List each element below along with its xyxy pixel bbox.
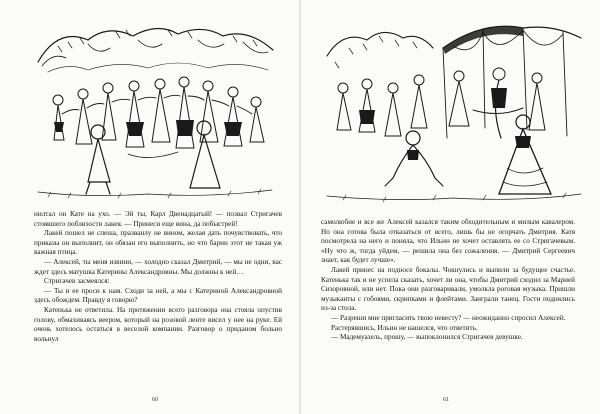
paragraph: — Мадемуазель, прошу, — выпоклонился Стригачев девушке. [331,333,523,342]
paragraph: самолюбие и все же Алексей казался таким обходительным и милым кавалером. Но она готова была отказаться от всего, лишь бы не огорчать Дмитрия. Катя посмотрела на него и поняла, что Ильин не хочет оставлять ее со Стригачевым. «Ну что ж, тогда уйдем, — решила она без сожаления. — Дмитрий Сергеевич знает, как будет лучше». [321,218,575,265]
paragraph: Растерявшись, Ильин не нашелся, что ответить. [331,323,478,332]
paragraph: Стригачев засмеялся: [44,277,110,286]
right-page-text [321,218,575,343]
page-number: 60 [152,397,158,403]
paragraph: Лакей принес на подносе бокалы. Чокнулись и выпили за будущее счастье. Катенька так и не успела сказать, хочет ли она, чтобы Дмитрий сходил за Марией Сизоровной, или нет. Пока они разговаривали, умолкла роговая музыка. Пришли музыканты с гобоями, скрипками и флейтами. Заиграли танец. Гости поднялись из-за стола. [321,265,575,313]
left-page [0,0,299,414]
page-number: 61 [443,397,449,403]
illustration-round-dance [28,22,282,202]
illustration-festive-tent [323,18,585,206]
paragraph: — Ты и ее проси к нам. Сходи за ней, а мы с Катериной Александровной здесь обождем. Правду я говорю? [34,286,282,305]
right-page [301,0,600,414]
paragraph: — Разреши мне пригласить твою невесту? — неожиданно спросил Алексей. [331,313,566,322]
festive-tent-drawing [323,18,585,206]
paragraph: нилтал он Кате на ухо. — Эй ты, Карл Двенадцатый! — позвал Стригачев стоявшего поблизости лакея. — Принеси еще вина, да побыстрей! [34,210,282,228]
paragraph: Лакей пошел не спеша, празванлу не вином, желая дать почувствовать, что приказы он выполнит, он обязан его выполнить, но что барин этот не такая уж важная птица. [34,229,282,257]
paragraph: Катенька не ответила. На протяжении всего разговора она стояла опустив голову, обмахиваясь веером, который на розовой ленте висел у нее на руке. Ей очень хотелось остаться в веселой компании. Разговор о приданом больно вольнул [34,305,282,343]
paragraph: — Алексей, ты меня извини, — холодно сказал Дмитрий, — мы не одни, вас ждет здесь матушка Катерины Александровны. Мы должны к ней… [34,257,282,276]
round-dance-drawing [28,22,282,202]
left-page-text [34,210,282,344]
